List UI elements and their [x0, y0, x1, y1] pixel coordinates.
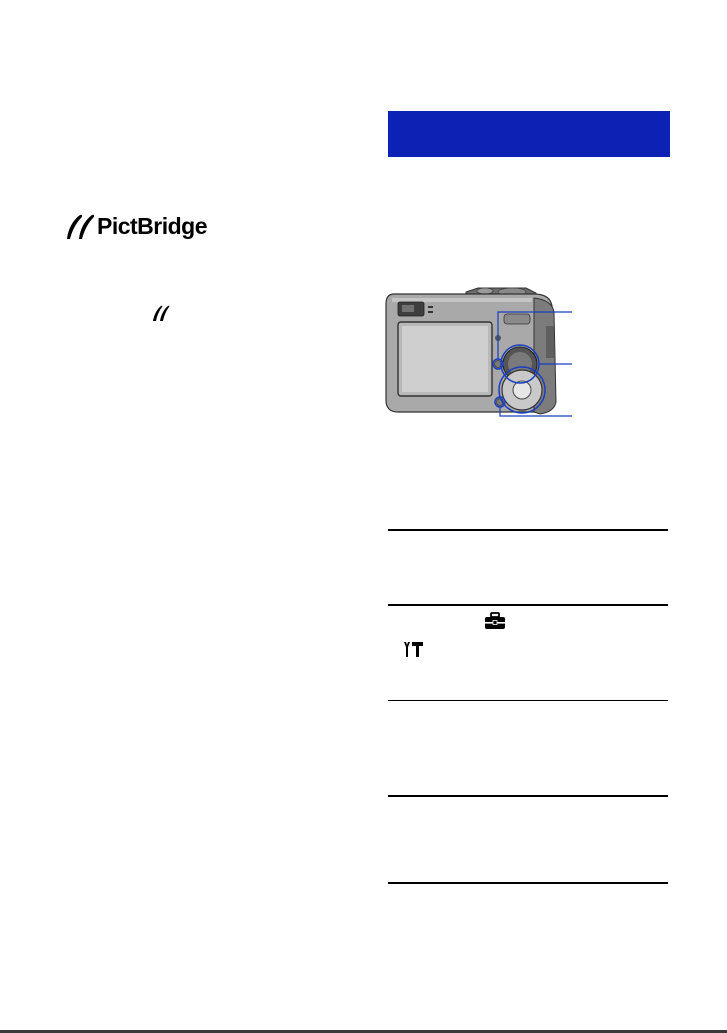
pictbridge-inline-icon [150, 304, 178, 322]
step-4-rule [388, 795, 668, 797]
step-3-rule [388, 700, 668, 701]
pictbridge-logo [64, 212, 208, 240]
toolbox-icon [484, 612, 506, 630]
setup-icon [402, 640, 424, 658]
section-heading-band [388, 111, 670, 157]
camera-illustration [384, 284, 576, 430]
pictbridge-logo-text: PictBridge [97, 213, 208, 239]
step-2-rule [388, 604, 668, 606]
step-end-rule [388, 882, 668, 884]
pictbridge-logo-icon [64, 212, 98, 240]
step-1-rule [388, 529, 668, 531]
